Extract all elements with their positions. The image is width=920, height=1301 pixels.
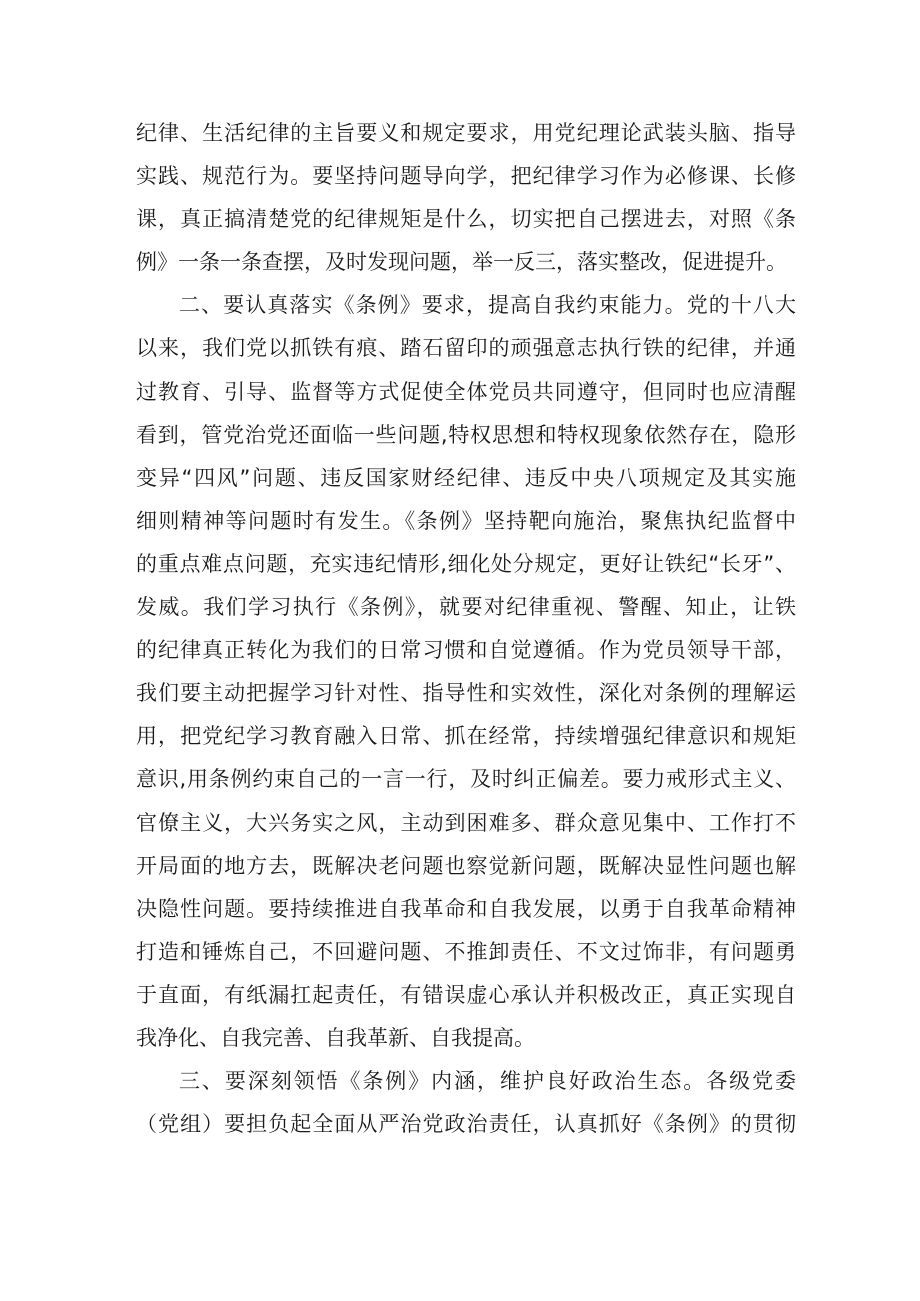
- text-line: 看到，管党治党还面临一些问题,特权思想和特权现象依然存在，隐形: [136, 422, 796, 447]
- text-line: 于直面，有纸漏扛起责任，有错误虚心承认并积极改正，真正实现自: [136, 982, 796, 1007]
- text-line: 意识,用条例约束自己的一言一行，及时纠正偏差。要力戒形式主义、: [136, 767, 796, 792]
- text-line: 我们要主动把握学习针对性、指导性和实效性，深化对条例的理解运: [136, 681, 796, 706]
- text-line: 我净化、自我完善、自我革新、自我提高。: [136, 1025, 535, 1050]
- text-line: 过教育、引导、监督等方式促使全体党员共同遵守，但同时也应清醒: [136, 379, 796, 404]
- text-line: （党组）要担负起全面从严治党政治责任，认真抓好《条例》的贯彻: [136, 1112, 796, 1137]
- text-line: 开局面的地方去，既解决老问题也察觉新问题，既解决显性问题也解: [136, 853, 796, 878]
- paragraph-2-start: 二、要认真落实《条例》要求，提高自我约束能力。党的十八大: [179, 293, 796, 318]
- document-body: [136, 112, 796, 1146]
- text-line: 课，真正搞清楚党的纪律规矩是什么，切实把自己摆进去，对照《条: [136, 207, 796, 232]
- text-line: 决隐性问题。要持续推进自我革命和自我发展，以勇于自我革命精神: [136, 896, 796, 921]
- paragraph-3-start: 三、要深刻领悟《条例》内涵，维护良好政治生态。各级党委: [179, 1069, 796, 1094]
- text-line: 打造和锤炼自己，不回避问题、不推卸责任、不文过饰非，有问题勇: [136, 939, 796, 964]
- text-line: 发威。我们学习执行《条例》，就要对纪律重视、警醒、知止，让铁: [136, 595, 796, 620]
- text-line: 的纪律真正转化为我们的日常习惯和自觉遵循。作为党员领导干部，: [136, 638, 796, 663]
- text-line: 以来，我们党以抓铁有痕、踏石留印的顽强意志执行铁的纪律，并通: [136, 336, 796, 361]
- text-line: 官僚主义，大兴务实之风，主动到困难多、群众意见集中、工作打不: [136, 810, 796, 835]
- text-line: 变异“四风”问题、违反国家财经纪律、违反中央八项规定及其实施: [136, 465, 796, 490]
- text-line: 细则精神等问题时有发生。《条例》坚持靶向施治，聚焦执纪监督中: [136, 508, 796, 533]
- text-line: 例》一条一条查摆，及时发现问题，举一反三，落实整改，促进提升。: [136, 250, 787, 275]
- text-line: 纪律、生活纪律的主旨要义和规定要求，用党纪理论武装头脑、指导: [136, 121, 796, 145]
- text-line: 实践、规范行为。要坚持问题导向学，把纪律学习作为必修课、长修: [136, 164, 796, 189]
- text-line: 用，把党纪学习教育融入日常、抓在经常，持续增强纪律意识和规矩: [136, 724, 796, 749]
- text-line: 的重点难点问题，充实违纪情形,细化处分规定，更好让铁纪“长牙”、: [136, 551, 796, 576]
